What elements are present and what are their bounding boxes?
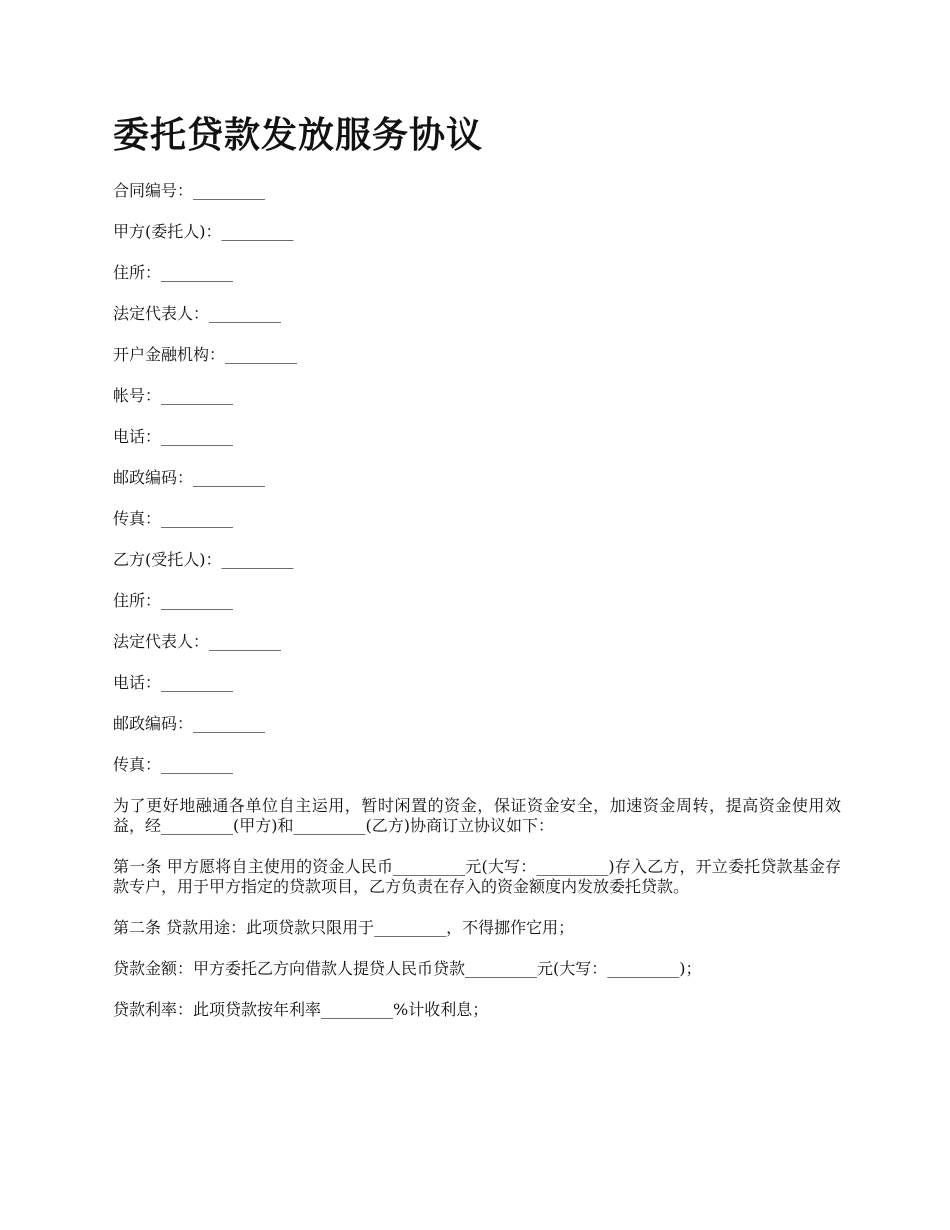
- loan-rate-paragraph: 贷款利率：此项贷款按年利率_________%计收利息；: [113, 1000, 489, 1019]
- party-a-phone-field: 电话：_________: [113, 427, 234, 446]
- party-b-address-field: 住所：_________: [113, 591, 234, 610]
- preamble-paragraph: 为了更好地融通各单位自主运用，暂时闲置的资金，保证资金安全，加速资金周转，提高资金使用效益，经_________(甲方)和_________(乙方)协商订立协议如下：: [113, 796, 841, 835]
- party-b-fax-field: 传真：_________: [113, 755, 234, 774]
- contract-number-field: 合同编号：_________: [113, 181, 266, 200]
- document-page: [113, 112, 841, 1041]
- article-2-paragraph: 第二条 贷款用途：此项贷款只限用于_________，不得挪作它用；: [113, 918, 575, 937]
- party-a-bank-field: 开户金融机构：_________: [113, 345, 298, 364]
- party-b-postcode-field: 邮政编码：_________: [113, 714, 266, 733]
- party-a-fax-field: 传真：_________: [113, 509, 234, 528]
- party-a-legal-rep-field: 法定代表人：_________: [113, 304, 282, 323]
- party-b-legal-rep-field: 法定代表人：_________: [113, 632, 282, 651]
- article-1-paragraph: 第一条 甲方愿将自主使用的资金人民币_________元(大写：_________)存入乙方，开立委托贷款基金存款专户，用于甲方指定的贷款项目，乙方负责在存入的资金额度内发放委托贷款。: [113, 857, 841, 896]
- document-title: 委托贷款发放服务协议: [113, 115, 484, 156]
- party-a-postcode-field: 邮政编码：_________: [113, 468, 266, 487]
- party-b-phone-field: 电话：_________: [113, 673, 234, 692]
- party-a-address-field: 住所：_________: [113, 263, 234, 282]
- party-a-field: 甲方(委托人)：_________: [113, 222, 294, 241]
- loan-amount-paragraph: 贷款金额：甲方委托乙方向借款人提贷人民币贷款_________元(大写：_________)；: [113, 959, 702, 978]
- party-a-account-field: 帐号：_________: [113, 386, 234, 405]
- party-b-field: 乙方(受托人)：_________: [113, 550, 294, 569]
